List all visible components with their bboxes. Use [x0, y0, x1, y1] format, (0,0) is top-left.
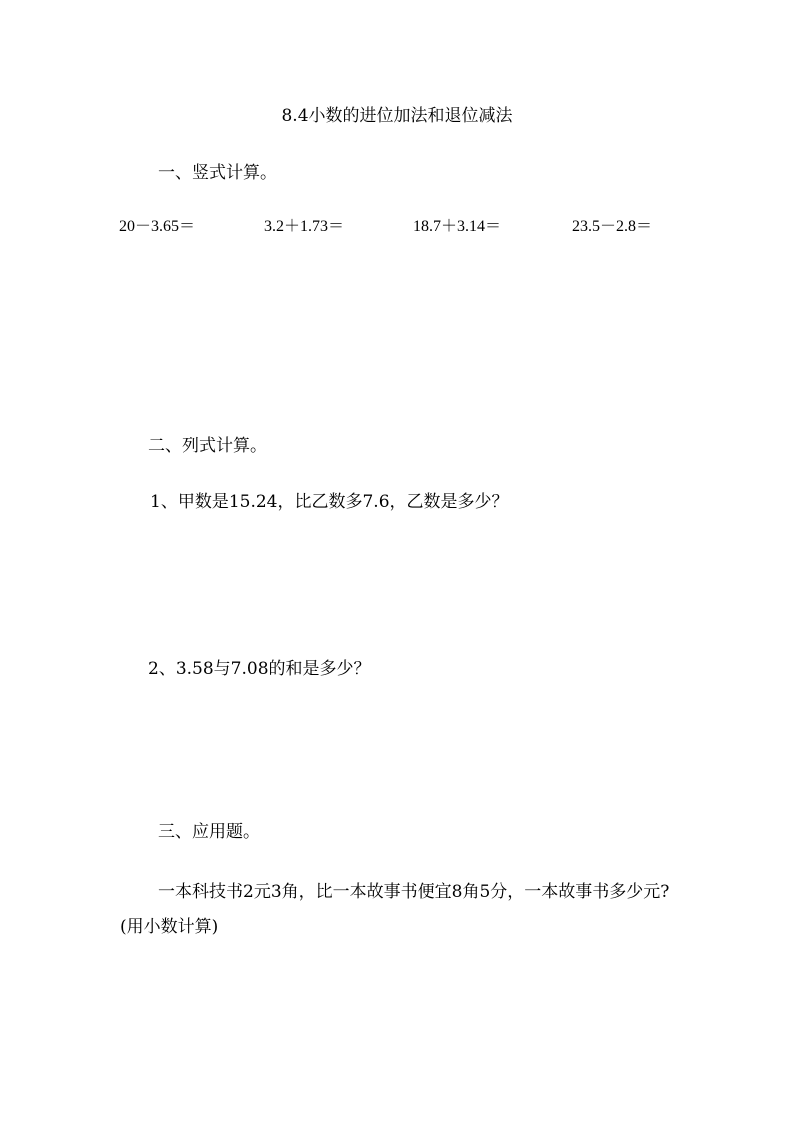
section-2-heading: 二、列式计算。 [148, 436, 267, 456]
calc-problem-4: 23.5－2.8＝ [572, 218, 653, 235]
page-title: 8.4小数的进位加法和退位减法 [281, 106, 513, 126]
section-1-heading: 一、竖式计算。 [158, 163, 277, 183]
question-2: 2、3.58与7.08的和是多少？ [148, 659, 371, 679]
word-problem: 一本科技书2元3角，比一本故事书便宜8角5分，一本故事书多少元?(用小数计算) [120, 882, 670, 937]
calc-problem-2: 3.2＋1.73＝ [264, 218, 345, 235]
calc-problem-3: 18.7＋3.14＝ [413, 218, 502, 235]
calc-problem-1: 20－3.65＝ [119, 218, 196, 235]
section-3-heading: 三、应用题。 [158, 822, 260, 842]
question-1: 1、甲数是15.24，比乙数多7.6，乙数是多少？ [150, 492, 509, 512]
